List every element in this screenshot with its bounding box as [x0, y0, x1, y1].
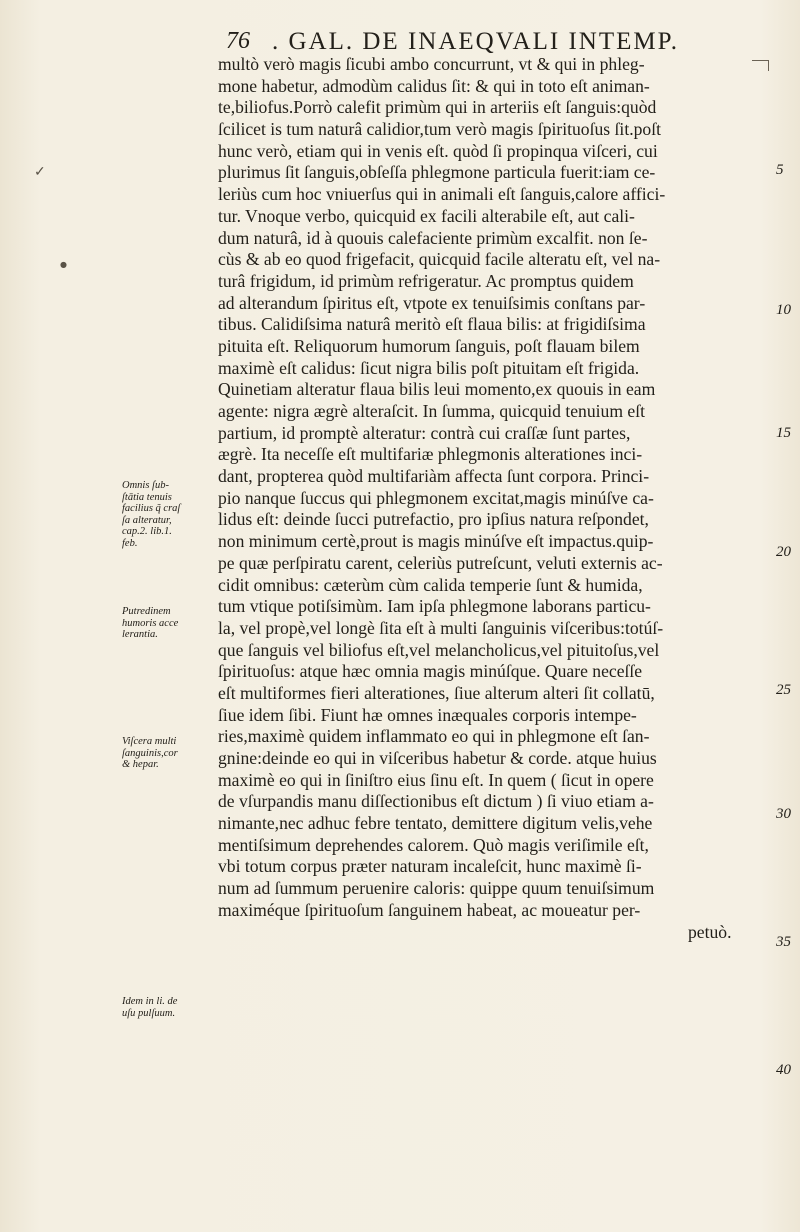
text-line: tur. Vnoque verbo, quicquid ex facili alterabile eſt, aut cali- — [218, 205, 635, 226]
marginal-note — [122, 480, 214, 549]
running-head: . GAL. DE INAEQVALI INTEMP. — [272, 28, 679, 55]
line-number: 5 — [776, 162, 784, 178]
line-number: 35 — [776, 934, 791, 950]
text-line: vbi totum corpus præter naturam incaleſcit, hunc maximè ſi- — [218, 856, 642, 877]
text-line: hunc verò, etiam qui in venis eſt. quòd ſi propinqua viſceri, cui — [218, 140, 658, 161]
text-line: Quinetiam alteratur flaua bilis leui momento,ex quouis in eam — [218, 379, 656, 400]
marginal-note-line: & hepar. — [122, 759, 159, 770]
text-line: ſcilicet is tum naturâ calidior,tum verò magis ſpirituoſus ſit.poſt — [218, 119, 661, 140]
text-line: plurimus ſit ſanguis,obſeſſa phlegmone particula fuerit:iam ce- — [218, 162, 656, 183]
text-line: nimante,nec adhuc febre tentato, demittere digitum velis,vehe — [218, 813, 653, 834]
marginal-note-line: Idem in li. de — [122, 996, 178, 1007]
marginal-note-line: Putredinem — [122, 606, 171, 617]
ink-dot: ● — [60, 260, 67, 269]
line-number: 20 — [776, 544, 791, 560]
text-line: ſpirituoſus: atque hæc omnia magis minúſque. Quare neceſſe — [218, 661, 643, 682]
text-line: dum naturâ, id à quouis calefaciente primùm excalfit. non ſe- — [218, 227, 648, 248]
text-line: multò verò magis ſicubi ambo concurrunt, vt & qui in phleg- — [218, 54, 645, 74]
line-number: 30 — [776, 806, 791, 822]
text-line: ad alterandum ſpiritus eſt, vtpote ex tenuiſsimis conſtans par- — [218, 292, 646, 313]
marginal-note-line: Omnis ſub- — [122, 480, 169, 491]
text-line: non minimum certè,prout is magis minúſve eſt impactus.quip- — [218, 531, 654, 552]
line-number: 25 — [776, 682, 791, 698]
marginal-note-line: ſanguinis,cor — [122, 747, 178, 759]
text-line: ſiue idem ſibi. Fiunt hæ omnes inæquales corporis intempe- — [218, 704, 637, 725]
marginal-note-line: humoris acce — [122, 617, 179, 629]
text-line: pituita eſt. Reliquorum humorum ſanguis, poſt flauam bilem — [218, 335, 640, 356]
marginal-note-line: Viſcera multi — [122, 736, 177, 747]
text-line: la, vel propè,vel longè ſita eſt à multi ſanguinis viſceribus:totúſ- — [218, 617, 664, 638]
text-line: cidit omnibus: cæterùm cùm calida temperie ſunt & humida, — [218, 574, 643, 595]
text-line: mone habetur, admodùm calidus ſit: & qui in toto eſt animan- — [218, 75, 650, 96]
text-line: ægrè. Ita neceſſe eſt multifariæ phlegmonis alterationes inci- — [218, 444, 643, 465]
text-line: pe quæ perſpiratu carent, celeriùs putreſcunt, veluti externis ac- — [218, 552, 663, 573]
marginal-note-line: cap.2. lib.1. — [122, 526, 172, 537]
line-number: 10 — [776, 302, 791, 318]
text-line: eſt multiformes fieri alterationes, ſiue alterum alteri ſit collatū, — [218, 682, 655, 703]
text-line: petuò. — [688, 921, 732, 942]
marginal-note-line: feb. — [122, 537, 138, 549]
text-line: te,biliofus.Porrò calefit primùm qui in arteriis eſt ſanguis:quòd — [218, 97, 657, 118]
text-line: que ſanguis vel biliofus eſt,vel melancholicus,vel pituitoſus,vel — [218, 639, 660, 660]
marginal-note-line: uſu pulſuum. — [122, 1007, 176, 1019]
ink-mark: ✓ — [34, 164, 46, 180]
line-number: 15 — [776, 425, 791, 441]
text-line: dant, propterea quòd multifariàm affecta ſunt corpora. Princi- — [218, 466, 650, 487]
body-text — [218, 54, 778, 943]
marginal-note-line: ſtātia tenuis — [122, 491, 172, 503]
marginal-note — [122, 606, 214, 641]
text-line: leriùs cum hoc vniuerſus qui in animali eſt ſanguis,calore affici- — [218, 184, 666, 205]
marginal-note — [122, 736, 214, 771]
text-line: maximè eſt calidus: ſicut nigra bilis poſt pituitam eſt frigida. — [218, 357, 640, 378]
text-line: lidus eſt: deinde ſucci putrefactio, pro ipſius natura reſpondet, — [218, 509, 649, 530]
folio-number: 76 — [226, 28, 250, 54]
marginal-note-line: facilius q̃ craſ — [122, 503, 181, 514]
marginal-note-line: ſa alteratur, — [122, 514, 172, 526]
text-line: mentiſsimum deprehendes calorem. Quò magis veriſimile eſt, — [218, 834, 649, 855]
text-line: de vſurpandis manu diſſectionibus eſt dictum ) ſi viuo etiam a- — [218, 791, 654, 812]
marginal-note — [122, 996, 214, 1019]
text-line: maximè eo qui in ſiniſtro eius ſinu eſt. In quem ( ſicut in opere — [218, 769, 654, 790]
text-line: ries,maximè quidem inflammato eo qui in phlegmone eſt ſan- — [218, 726, 650, 747]
text-line: maximéque ſpirituoſum ſanguinem habeat, ac moueatur per- — [218, 899, 641, 920]
text-line: cùs & ab eo quod frigefacit, quicquid facile alteratu eſt, vel na- — [218, 249, 661, 270]
marginal-note-line: lerantia. — [122, 629, 158, 640]
text-line: gnine:deinde eo qui in viſceribus habetur & corde. atque huius — [218, 748, 657, 768]
text-line: pio nanque ſuccus qui phlegmonem excitat,magis minúſve ca- — [218, 487, 654, 508]
line-number: 40 — [776, 1062, 791, 1078]
text-line: tum vtique potiſsimùm. Iam ipſa phlegmone laborans particu- — [218, 596, 651, 617]
text-line: agente: nigra ægrè alteraſcit. In ſumma, quicquid tenuium eſt — [218, 401, 646, 421]
text-line: tibus. Calidiſsima naturâ meritò eſt flaua bilis: at frigidiſsima — [218, 314, 646, 335]
text-line: num ad ſummum peruenire caloris: quippe quum tenuiſsimum — [218, 878, 655, 899]
text-line: turâ frigidum, id primùm refrigeratur. Ac promptus quidem — [218, 270, 634, 291]
text-line: partium, id promptè alteratur: contrà cui craſſæ ſunt partes, — [218, 422, 631, 443]
